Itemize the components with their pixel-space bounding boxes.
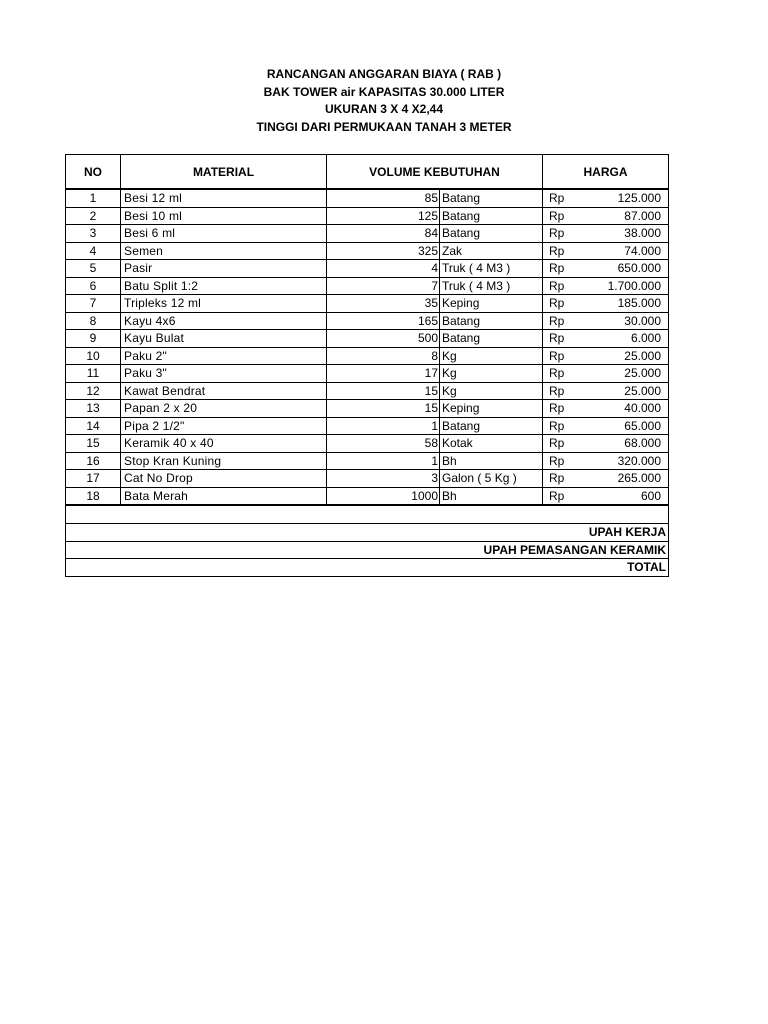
row-unit: Truk ( 4 M3 ) bbox=[440, 260, 543, 278]
row-price: 40.000 bbox=[583, 400, 669, 418]
row-unit: Batang bbox=[440, 312, 543, 330]
row-material: Kawat Bendrat bbox=[121, 382, 327, 400]
table-row bbox=[66, 435, 669, 453]
row-number: 7 bbox=[66, 295, 121, 313]
table-row bbox=[66, 400, 669, 418]
title-line-2: BAK TOWER air KAPASITAS 30.000 LITER bbox=[263, 84, 505, 99]
table-row bbox=[66, 452, 669, 470]
row-material: Cat No Drop bbox=[121, 470, 327, 488]
row-material: Kayu Bulat bbox=[121, 330, 327, 348]
row-quantity: 4 bbox=[327, 260, 440, 278]
blank-row bbox=[66, 505, 669, 524]
row-unit: Keping bbox=[440, 400, 543, 418]
header-volume: VOLUME KEBUTUHAN bbox=[327, 155, 543, 190]
row-number: 16 bbox=[66, 452, 121, 470]
table-row bbox=[66, 260, 669, 278]
row-number: 2 bbox=[66, 207, 121, 225]
row-quantity: 7 bbox=[327, 277, 440, 295]
row-price: 25.000 bbox=[583, 347, 669, 365]
row-unit: Batang bbox=[440, 225, 543, 243]
table-row bbox=[66, 330, 669, 348]
row-currency: Rp bbox=[543, 452, 583, 470]
row-material: Bata Merah bbox=[121, 487, 327, 505]
row-currency: Rp bbox=[543, 277, 583, 295]
row-currency: Rp bbox=[543, 225, 583, 243]
table-row bbox=[66, 189, 669, 207]
budget-table bbox=[65, 154, 669, 577]
title-line-4: TINGGI DARI PERMUKAAN TANAH 3 METER bbox=[256, 119, 512, 134]
row-quantity: 500 bbox=[327, 330, 440, 348]
row-price: 25.000 bbox=[583, 382, 669, 400]
row-currency: Rp bbox=[543, 330, 583, 348]
row-quantity: 1 bbox=[327, 417, 440, 435]
row-number: 5 bbox=[66, 260, 121, 278]
row-material: Semen bbox=[121, 242, 327, 260]
row-quantity: 1 bbox=[327, 452, 440, 470]
row-price: 320.000 bbox=[583, 452, 669, 470]
row-quantity: 3 bbox=[327, 470, 440, 488]
table-row bbox=[66, 470, 669, 488]
items-body bbox=[66, 189, 669, 505]
row-number: 11 bbox=[66, 365, 121, 383]
row-number: 15 bbox=[66, 435, 121, 453]
row-unit: Bh bbox=[440, 487, 543, 505]
table-row bbox=[66, 382, 669, 400]
row-quantity: 8 bbox=[327, 347, 440, 365]
row-unit: Batang bbox=[440, 417, 543, 435]
table-row bbox=[66, 347, 669, 365]
row-currency: Rp bbox=[543, 435, 583, 453]
row-price: 6.000 bbox=[583, 330, 669, 348]
row-currency: Rp bbox=[543, 295, 583, 313]
row-material: Batu Split 1:2 bbox=[121, 277, 327, 295]
row-number: 6 bbox=[66, 277, 121, 295]
row-unit: Zak bbox=[440, 242, 543, 260]
header-harga: HARGA bbox=[543, 155, 669, 190]
table-row bbox=[66, 207, 669, 225]
row-unit: Kg bbox=[440, 365, 543, 383]
row-quantity: 165 bbox=[327, 312, 440, 330]
table-row bbox=[66, 487, 669, 505]
row-number: 9 bbox=[66, 330, 121, 348]
row-currency: Rp bbox=[543, 347, 583, 365]
row-currency: Rp bbox=[543, 207, 583, 225]
row-price: 265.000 bbox=[583, 470, 669, 488]
row-unit: Galon ( 5 Kg ) bbox=[440, 470, 543, 488]
row-quantity: 35 bbox=[327, 295, 440, 313]
row-quantity: 325 bbox=[327, 242, 440, 260]
title-line-3: UKURAN 3 X 4 X2,44 bbox=[324, 102, 444, 116]
row-quantity: 84 bbox=[327, 225, 440, 243]
row-quantity: 17 bbox=[327, 365, 440, 383]
upah-kerja-label: UPAH KERJA bbox=[66, 524, 669, 542]
row-price: 68.000 bbox=[583, 435, 669, 453]
row-unit: Kotak bbox=[440, 435, 543, 453]
row-material: Paku 3" bbox=[121, 365, 327, 383]
row-quantity: 15 bbox=[327, 400, 440, 418]
row-currency: Rp bbox=[543, 470, 583, 488]
row-currency: Rp bbox=[543, 382, 583, 400]
table-row bbox=[66, 312, 669, 330]
header-no: NO bbox=[66, 155, 121, 190]
title-line-1: RANCANGAN ANGGARAN BIAYA ( RAB ) bbox=[266, 67, 502, 81]
row-currency: Rp bbox=[543, 189, 583, 207]
row-price: 1.700.000 bbox=[583, 277, 669, 295]
row-material: Papan 2 x 20 bbox=[121, 400, 327, 418]
row-material: Pasir bbox=[121, 260, 327, 278]
row-price: 38.000 bbox=[583, 225, 669, 243]
total-label: TOTAL bbox=[66, 559, 669, 577]
row-number: 12 bbox=[66, 382, 121, 400]
row-price: 74.000 bbox=[583, 242, 669, 260]
row-quantity: 85 bbox=[327, 189, 440, 207]
row-material: Keramik 40 x 40 bbox=[121, 435, 327, 453]
row-unit: Truk ( 4 M3 ) bbox=[440, 277, 543, 295]
row-number: 13 bbox=[66, 400, 121, 418]
summary-row-total bbox=[66, 559, 669, 577]
row-price: 65.000 bbox=[583, 417, 669, 435]
row-unit: Bh bbox=[440, 452, 543, 470]
row-quantity: 125 bbox=[327, 207, 440, 225]
row-price: 600 bbox=[583, 487, 669, 505]
row-material: Kayu 4x6 bbox=[121, 312, 327, 330]
row-number: 4 bbox=[66, 242, 121, 260]
row-number: 17 bbox=[66, 470, 121, 488]
row-material: Besi 6 ml bbox=[121, 225, 327, 243]
row-unit: Kg bbox=[440, 347, 543, 365]
table-row bbox=[66, 365, 669, 383]
row-number: 3 bbox=[66, 225, 121, 243]
row-currency: Rp bbox=[543, 365, 583, 383]
row-number: 14 bbox=[66, 417, 121, 435]
row-currency: Rp bbox=[543, 487, 583, 505]
upah-keramik-label: UPAH PEMASANGAN KERAMIK bbox=[66, 541, 669, 559]
header-material: MATERIAL bbox=[121, 155, 327, 190]
row-price: 185.000 bbox=[583, 295, 669, 313]
row-material: Stop Kran Kuning bbox=[121, 452, 327, 470]
row-quantity: 58 bbox=[327, 435, 440, 453]
row-material: Pipa 2 1/2" bbox=[121, 417, 327, 435]
row-price: 30.000 bbox=[583, 312, 669, 330]
row-unit: Batang bbox=[440, 189, 543, 207]
row-currency: Rp bbox=[543, 312, 583, 330]
row-quantity: 15 bbox=[327, 382, 440, 400]
row-unit: Kg bbox=[440, 382, 543, 400]
row-price: 25.000 bbox=[583, 365, 669, 383]
row-material: Paku 2" bbox=[121, 347, 327, 365]
row-currency: Rp bbox=[543, 400, 583, 418]
summary-row-upah-kerja bbox=[66, 524, 669, 542]
row-number: 8 bbox=[66, 312, 121, 330]
header-row bbox=[66, 155, 669, 190]
row-currency: Rp bbox=[543, 260, 583, 278]
row-currency: Rp bbox=[543, 417, 583, 435]
table-row bbox=[66, 225, 669, 243]
table-row bbox=[66, 295, 669, 313]
row-material: Besi 12 ml bbox=[121, 189, 327, 207]
row-price: 650.000 bbox=[583, 260, 669, 278]
row-material: Besi 10 ml bbox=[121, 207, 327, 225]
row-material: Tripleks 12 ml bbox=[121, 295, 327, 313]
table-row bbox=[66, 242, 669, 260]
row-number: 10 bbox=[66, 347, 121, 365]
row-price: 125.000 bbox=[583, 189, 669, 207]
row-unit: Batang bbox=[440, 207, 543, 225]
row-number: 1 bbox=[66, 189, 121, 207]
table-row bbox=[66, 277, 669, 295]
summary-row-upah-keramik bbox=[66, 541, 669, 559]
row-number: 18 bbox=[66, 487, 121, 505]
row-currency: Rp bbox=[543, 242, 583, 260]
table-row bbox=[66, 417, 669, 435]
row-price: 87.000 bbox=[583, 207, 669, 225]
row-unit: Batang bbox=[440, 330, 543, 348]
row-unit: Keping bbox=[440, 295, 543, 313]
row-quantity: 1000 bbox=[327, 487, 440, 505]
document-title-block bbox=[0, 66, 768, 136]
